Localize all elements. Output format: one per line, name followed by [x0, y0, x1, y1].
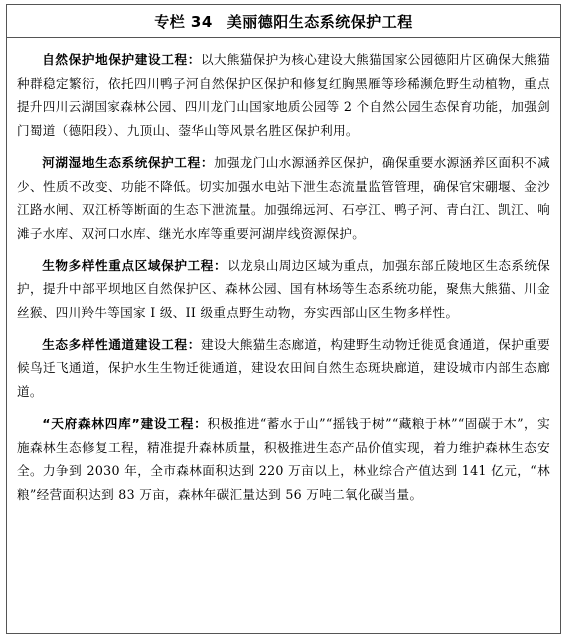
paragraph-corridor: [17, 333, 550, 404]
paragraph-heading: 河湖湿地生态系统保护工程：: [42, 154, 215, 170]
paragraph-biodiversity: [17, 254, 550, 325]
project-panel: [6, 4, 561, 634]
panel-title-bar: [7, 5, 560, 38]
paragraph-body: 以大熊猫保护为核心建设大熊猫国家公园德阳片区确保大熊猫种群稳定繁衍，依托四川鸭子河自然保护区保护和修复红胸黑雁等珍稀濒危野生动植物，重点提升四川云湖国家森林公园、四川龙门山国家地质公园等 2 个自然公园生态保育功能，加强剑门蜀道（德阳段）、九顶山、蓥华山等风景名胜区保护利用。: [17, 52, 550, 139]
paragraph-body: 以龙泉山周边区域为重点，加强东部丘陵地区生态系统保护，提升中部平坝地区自然保护区、森林公园、国有林场等生态系统功能，聚焦大熊猫、川金丝猴、四川羚牛等国家 I 级、II 级重点野生动物，夯实西部山区生物多样性。: [17, 257, 551, 321]
paragraph-heading: 生物多样性重点区域保护工程：: [42, 257, 228, 273]
panel-label: 专栏 34: [154, 12, 213, 31]
paragraph-forest-four-banks: [17, 412, 550, 507]
paragraph-nature-reserve: [17, 48, 550, 143]
paragraph-wetland: [17, 151, 550, 246]
paragraph-body: 加强龙门山水源涵养区保护，确保重要水源涵养区面积不减少、性质不改变、功能不降低。切实加强水电站下泄生态流量监管管理，确保官宋硼堰、金沙江路水闸、双江桥等断面的生态下泄流量。加强绵远河、石亭江、鸭子河、青白江、凯江、响滩子水库、双河口水库、继光水库等重要河湖岸线资源保护。: [17, 154, 550, 241]
panel-content: [7, 38, 560, 507]
paragraph-heading: 生态多样性通道建设工程：: [42, 336, 201, 352]
paragraph-heading: “天府森林四库”建设工程：: [42, 415, 208, 431]
panel-title: 美丽德阳生态系统保护工程: [226, 12, 413, 31]
paragraph-body: 积极推进“蓄水于山”“摇钱于树”“藏粮于林”“固碳于木”，实施森林生态修复工程，精准提升森林质量，积极推进生态产品价值实现，着力维护森林生态安全。力争到 2030 年，全市森林面积达到 220 万亩以上，林业综合产值达到 141 亿元，“林粮”经营面积达到 83 万亩，森林年碳汇量达到 56 万吨二氧化碳当量。: [17, 415, 550, 502]
paragraph-heading: 自然保护地保护建设工程：: [42, 52, 201, 67]
paragraph-body: 建设大熊猫生态廊道，构建野生动物迁徙觅食通道，保护重要候鸟迁飞通道，保护水生生物迁徙通道，建设农田间自然生态斑块廊道，建设城市内部生态廊道。: [17, 336, 550, 400]
